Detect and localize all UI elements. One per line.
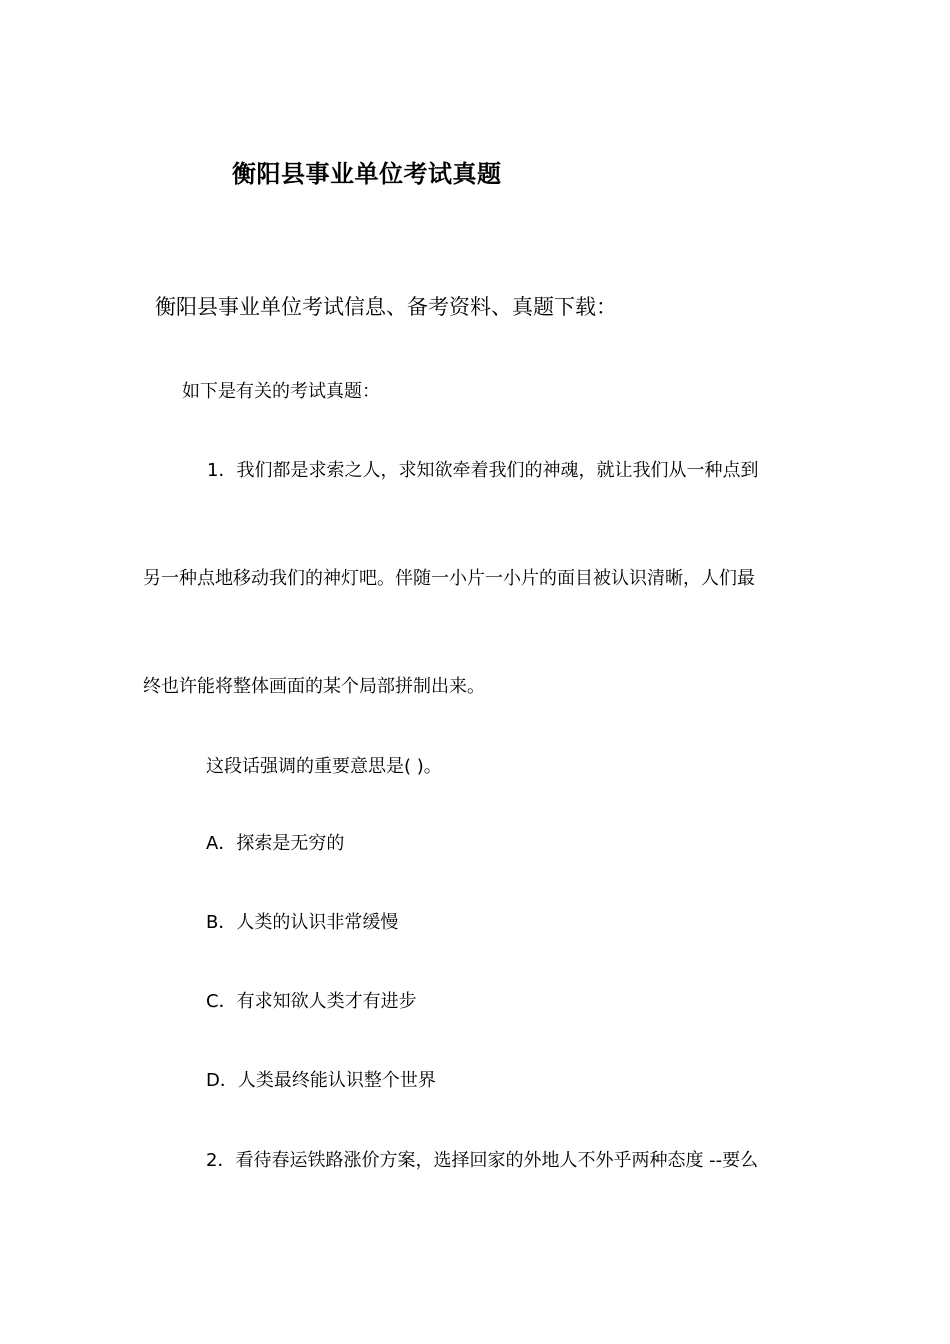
question-1-option-b: B．人类的认识非常缓慢 — [206, 912, 399, 933]
question-1-line-2: 另一种点地移动我们的神灯吧。伴随一小片一小片的面目被认识清晰，人们最 — [143, 568, 755, 589]
document-title: 衡阳县事业单位考试真题 — [232, 160, 502, 188]
question-1-prompt: 这段话强调的重要意思是( )。 — [206, 756, 442, 777]
question-1-line-1: 1．我们都是求索之人，求知欲牵着我们的神魂，就让我们从一种点到 — [207, 460, 759, 481]
question-2-line-1: 2．看待春运铁路涨价方案，选择回家的外地人不外乎两种态度 --要么 — [206, 1150, 759, 1171]
intro-text: 如下是有关的考试真题： — [182, 381, 380, 402]
question-1-option-a: A．探索是无穷的 — [206, 833, 345, 854]
question-1-option-c: C．有求知欲人类才有进步 — [206, 991, 417, 1012]
document-subtitle: 衡阳县事业单位考试信息、备考资料、真题下载： — [155, 295, 617, 319]
question-1-option-d: D．人类最终能认识整个世界 — [206, 1070, 436, 1091]
question-1-line-3: 终也许能将整体画面的某个局部拼制出来。 — [143, 676, 485, 697]
